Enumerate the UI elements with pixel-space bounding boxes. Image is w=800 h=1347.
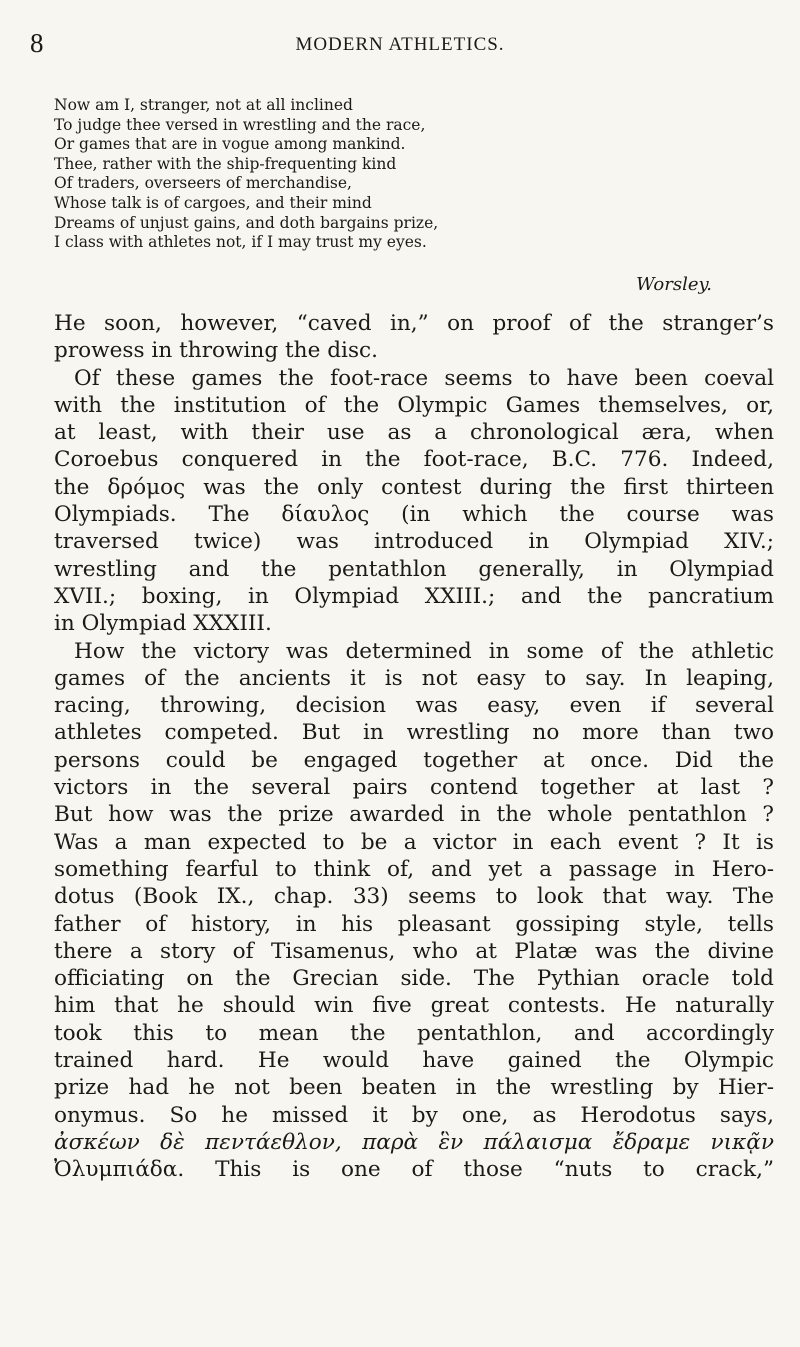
text-line: something fearful to think of, and yet a passage in Hero-: [54, 856, 774, 882]
text-line: racing, throwing, decision was easy, even if several: [54, 693, 774, 719]
text-line: officiating on the Grecian side. The Pythian oracle told: [54, 966, 774, 992]
text-line: Was a man expected to be a victor in each event ? It is: [54, 829, 774, 855]
body-text: [54, 310, 774, 1184]
text-line: wrestling and the pentathlon generally, in Olympiad: [54, 556, 774, 582]
page-number: 8: [30, 28, 44, 58]
text-line: in Olympiad XXXIII.: [54, 611, 272, 637]
text-line: XVII.; boxing, in Olympiad XXIII.; and the pancratium: [54, 583, 774, 609]
text-line: athletes competed. But in wrestling no more than two: [54, 720, 774, 746]
verse-attribution: Worsley.: [636, 274, 712, 295]
text-line: How the victory was determined in some of the athletic: [74, 638, 774, 664]
verse-line: To judge thee versed in wrestling and the race,: [54, 115, 426, 134]
text-line: with the institution of the Olympic Games themselves, or,: [54, 392, 774, 418]
text-line: him that he should win five great contests. He naturally: [54, 993, 774, 1019]
text-line: prowess in throwing the disc.: [54, 338, 379, 364]
text-line: the δρόμος was the only contest during the first thirteen: [54, 474, 774, 500]
text-line: games of the ancients it is not easy to say. In leaping,: [54, 665, 774, 691]
text-line: at least, with their use as a chronological æra, when: [54, 420, 774, 446]
text-line: trained hard. He would have gained the Olympic: [54, 1048, 774, 1074]
text-line: dotus (Book IX., chap. 33) seems to look that way. The: [54, 884, 774, 910]
text-line: Ὀλυμπιάδα. This is one of those “nuts to crack,”: [54, 1157, 774, 1183]
text-line: prize had he not been beaten in the wrestling by Hier-: [54, 1075, 774, 1101]
text-line: onymus. So he missed it by one, as Herodotus says,: [54, 1102, 774, 1128]
text-line: Coroebus conquered in the foot-race, B.C. 776. Indeed,: [54, 447, 774, 473]
text-line: traversed twice) was introduced in Olympiad XIV.;: [54, 529, 774, 555]
text-line: But how was the prize awarded in the whole pentathlon ?: [54, 802, 774, 828]
greek-quotation-line: ἀσκέων δὲ πεντάεθλον, παρὰ ἓν πάλαισμα ἔδραμε νικᾷν: [54, 1129, 774, 1155]
text-line: Of these games the foot-race seems to have been coeval: [74, 365, 774, 391]
text-line: took this to mean the pentathlon, and accordingly: [54, 1020, 774, 1046]
verse-line: Of traders, overseers of merchandise,: [54, 174, 352, 193]
text-line: persons could be engaged together at once. Did the: [54, 747, 774, 773]
running-title: MODERN ATHLETICS.: [295, 34, 505, 55]
text-line: there a story of Tisamenus, who at Platæ was the divine: [54, 938, 774, 964]
verse-line: Or games that are in vogue among mankind.: [54, 135, 406, 154]
text-line: Olympiads. The δίαυλος (in which the course was: [54, 502, 774, 528]
verse-quotation: [54, 96, 774, 253]
verse-line: I class with athletes not, if I may trust my eyes.: [54, 233, 427, 252]
verse-line: Now am I, stranger, not at all inclined: [54, 96, 353, 114]
verse-line: Dreams of unjust gains, and doth bargains prize,: [54, 213, 439, 232]
verse-line: Thee, rather with the ship-frequenting kind: [54, 154, 397, 173]
text-line: He soon, however, “caved in,” on proof of the stranger’s: [54, 311, 774, 336]
text-line: victors in the several pairs contend together at last ?: [54, 775, 774, 801]
verse-line: Whose talk is of cargoes, and their mind: [54, 193, 372, 212]
text-line: father of history, in his pleasant gossiping style, tells: [54, 911, 774, 937]
